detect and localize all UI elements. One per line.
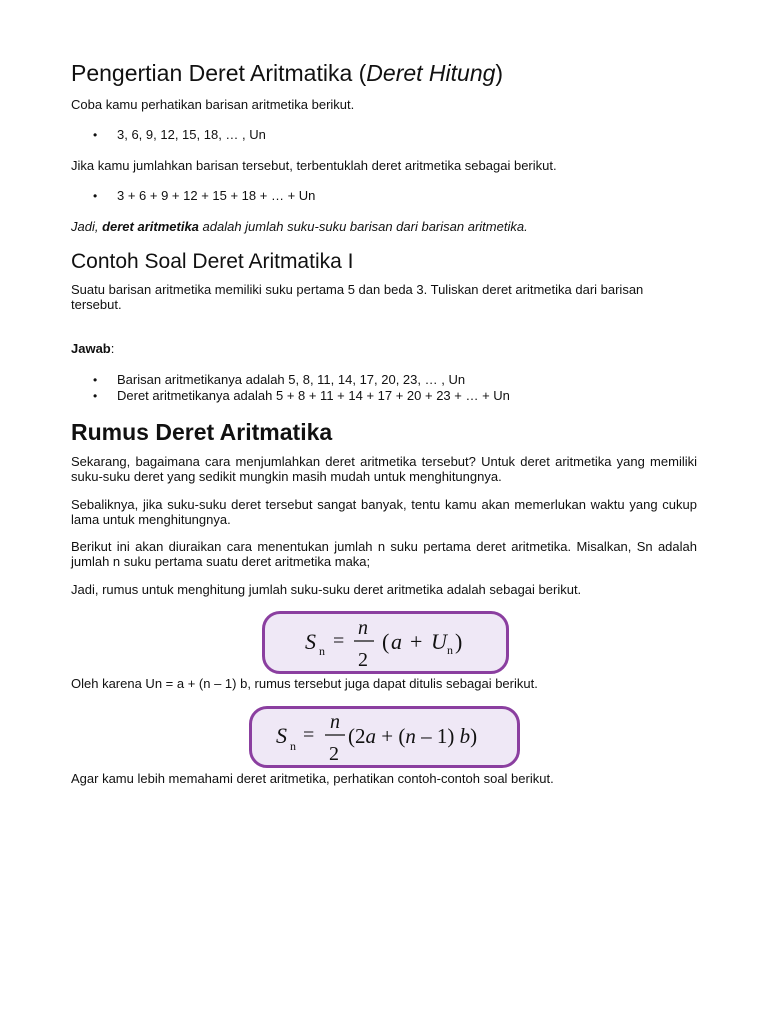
answer-deret: Deret aritmetikanya adalah 5 + 8 + 11 + 14 + 17 + 20 + 23 + … + Un <box>117 388 510 403</box>
formula-u: U <box>431 629 447 654</box>
formula-open-two: (2 <box>348 724 366 748</box>
formula-sum-alt-svg <box>252 709 517 765</box>
formula-close-paren: ) <box>455 629 463 654</box>
paragraph-sebaliknya: Sebaliknya, jika suku-suku deret tersebut sangat banyak, tentu kamu akan memerlukan waktu yang cukup lama untuk menghitungnya. <box>71 497 697 527</box>
definition-term: deret aritmetika <box>102 219 199 234</box>
formula-plus: + <box>410 629 423 654</box>
paragraph-jumlahkan: Jika kamu jumlahkan barisan tersebut, terbentuklah deret aritmetika sebagai berikut. <box>71 158 557 173</box>
formula-equals: = <box>303 724 315 746</box>
paragraph-soal: Suatu barisan aritmetika memiliki suku pertama 5 dan beda 3. Tuliskan deret aritmetika dari barisan tersebut. <box>71 282 644 312</box>
formula-u-subscript: n <box>447 643 453 657</box>
sequence-text: 3, 6, 9, 12, 15, 18, … , Un <box>117 127 266 142</box>
paragraph-oleh-karena: Oleh karena Un = a + (n – 1) b, rumus tersebut juga dapat ditulis sebagai berikut. <box>71 676 538 691</box>
formula-b: b <box>459 724 471 748</box>
sequence-list <box>71 127 697 143</box>
list-item <box>71 388 697 404</box>
jawab-label-text: Jawab <box>71 341 111 356</box>
heading-pengertian <box>71 60 503 87</box>
jawab-label <box>71 341 697 356</box>
answer-barisan: Barisan aritmetikanya adalah 5, 8, 11, 14, 17, 20, 23, … , Un <box>117 372 466 387</box>
paragraph-berikut: Berikut ini akan diuraikan cara menentukan jumlah n suku pertama deret aritmetika. Misalkan, Sn adalah jumlah n suku pertama suatu deret aritmetika maka; <box>71 539 697 569</box>
definition-prefix: Jadi, <box>71 219 103 234</box>
formula-close-paren: ) <box>470 724 478 748</box>
formula-numerator: n <box>358 617 368 639</box>
formula-s: S <box>305 629 316 654</box>
bullet-icon: • <box>93 189 98 203</box>
bullet-icon: • <box>93 128 98 142</box>
bullet-icon: • <box>93 373 98 387</box>
formula-a: a <box>391 629 402 654</box>
bullet-icon: • <box>93 389 98 403</box>
formula-s-subscript: n <box>290 739 296 753</box>
formula-open-paren: ( <box>382 629 390 654</box>
formula-s: S <box>276 723 287 748</box>
formula-equals: = <box>333 630 345 652</box>
formula-s-subscript: n <box>319 644 325 658</box>
formula-n: n <box>405 724 416 748</box>
jawab-colon: : <box>110 341 115 356</box>
paragraph-sekarang: Sekarang, bagaimana cara menjumlahkan deret aritmetika tersebut? Untuk deret aritmetika yang memiliki suku-suku deret yang sedikit mungkin masih mudah untuk menghitungnya. <box>71 454 697 484</box>
list-item <box>71 127 697 143</box>
paragraph-definition <box>71 219 697 234</box>
heading-pengertian-italic: Deret Hitung <box>366 60 496 86</box>
heading-contoh-soal: Contoh Soal Deret Aritmatika I <box>71 250 354 273</box>
formula-box-sum-alt <box>249 706 520 768</box>
heading-rumus: Rumus Deret Aritmatika <box>71 419 333 445</box>
answer-list <box>71 372 697 404</box>
formula-denominator: 2 <box>358 649 368 671</box>
paragraph-intro: Coba kamu perhatikan barisan aritmetika berikut. <box>71 97 355 112</box>
definition-suffix: adalah jumlah suku-suku barisan dari barisan aritmetika. <box>198 219 528 234</box>
formula-body <box>348 724 477 748</box>
paragraph-agar: Agar kamu lebih memahami deret aritmetika, perhatikan contoh-contoh soal berikut. <box>71 771 554 786</box>
formula-box-sum <box>262 611 509 674</box>
heading-pengertian-prefix: Pengertian Deret Aritmatika ( <box>71 60 367 86</box>
formula-a: a <box>365 724 376 748</box>
list-item <box>71 188 697 204</box>
series-text: 3 + 6 + 9 + 12 + 15 + 18 + … + Un <box>117 188 316 203</box>
heading-pengertian-suffix: ) <box>495 60 504 86</box>
list-item <box>71 372 697 388</box>
formula-denominator: 2 <box>329 743 339 765</box>
series-list <box>71 188 697 204</box>
formula-numerator: n <box>330 711 340 733</box>
paragraph-jadi-rumus: Jadi, rumus untuk menghitung jumlah suku-suku deret aritmetika adalah sebagai berikut. <box>71 582 582 597</box>
formula-plus-open: + ( <box>376 724 406 748</box>
formula-minus-one: – 1) <box>415 724 460 748</box>
formula-sum-svg <box>265 614 506 671</box>
